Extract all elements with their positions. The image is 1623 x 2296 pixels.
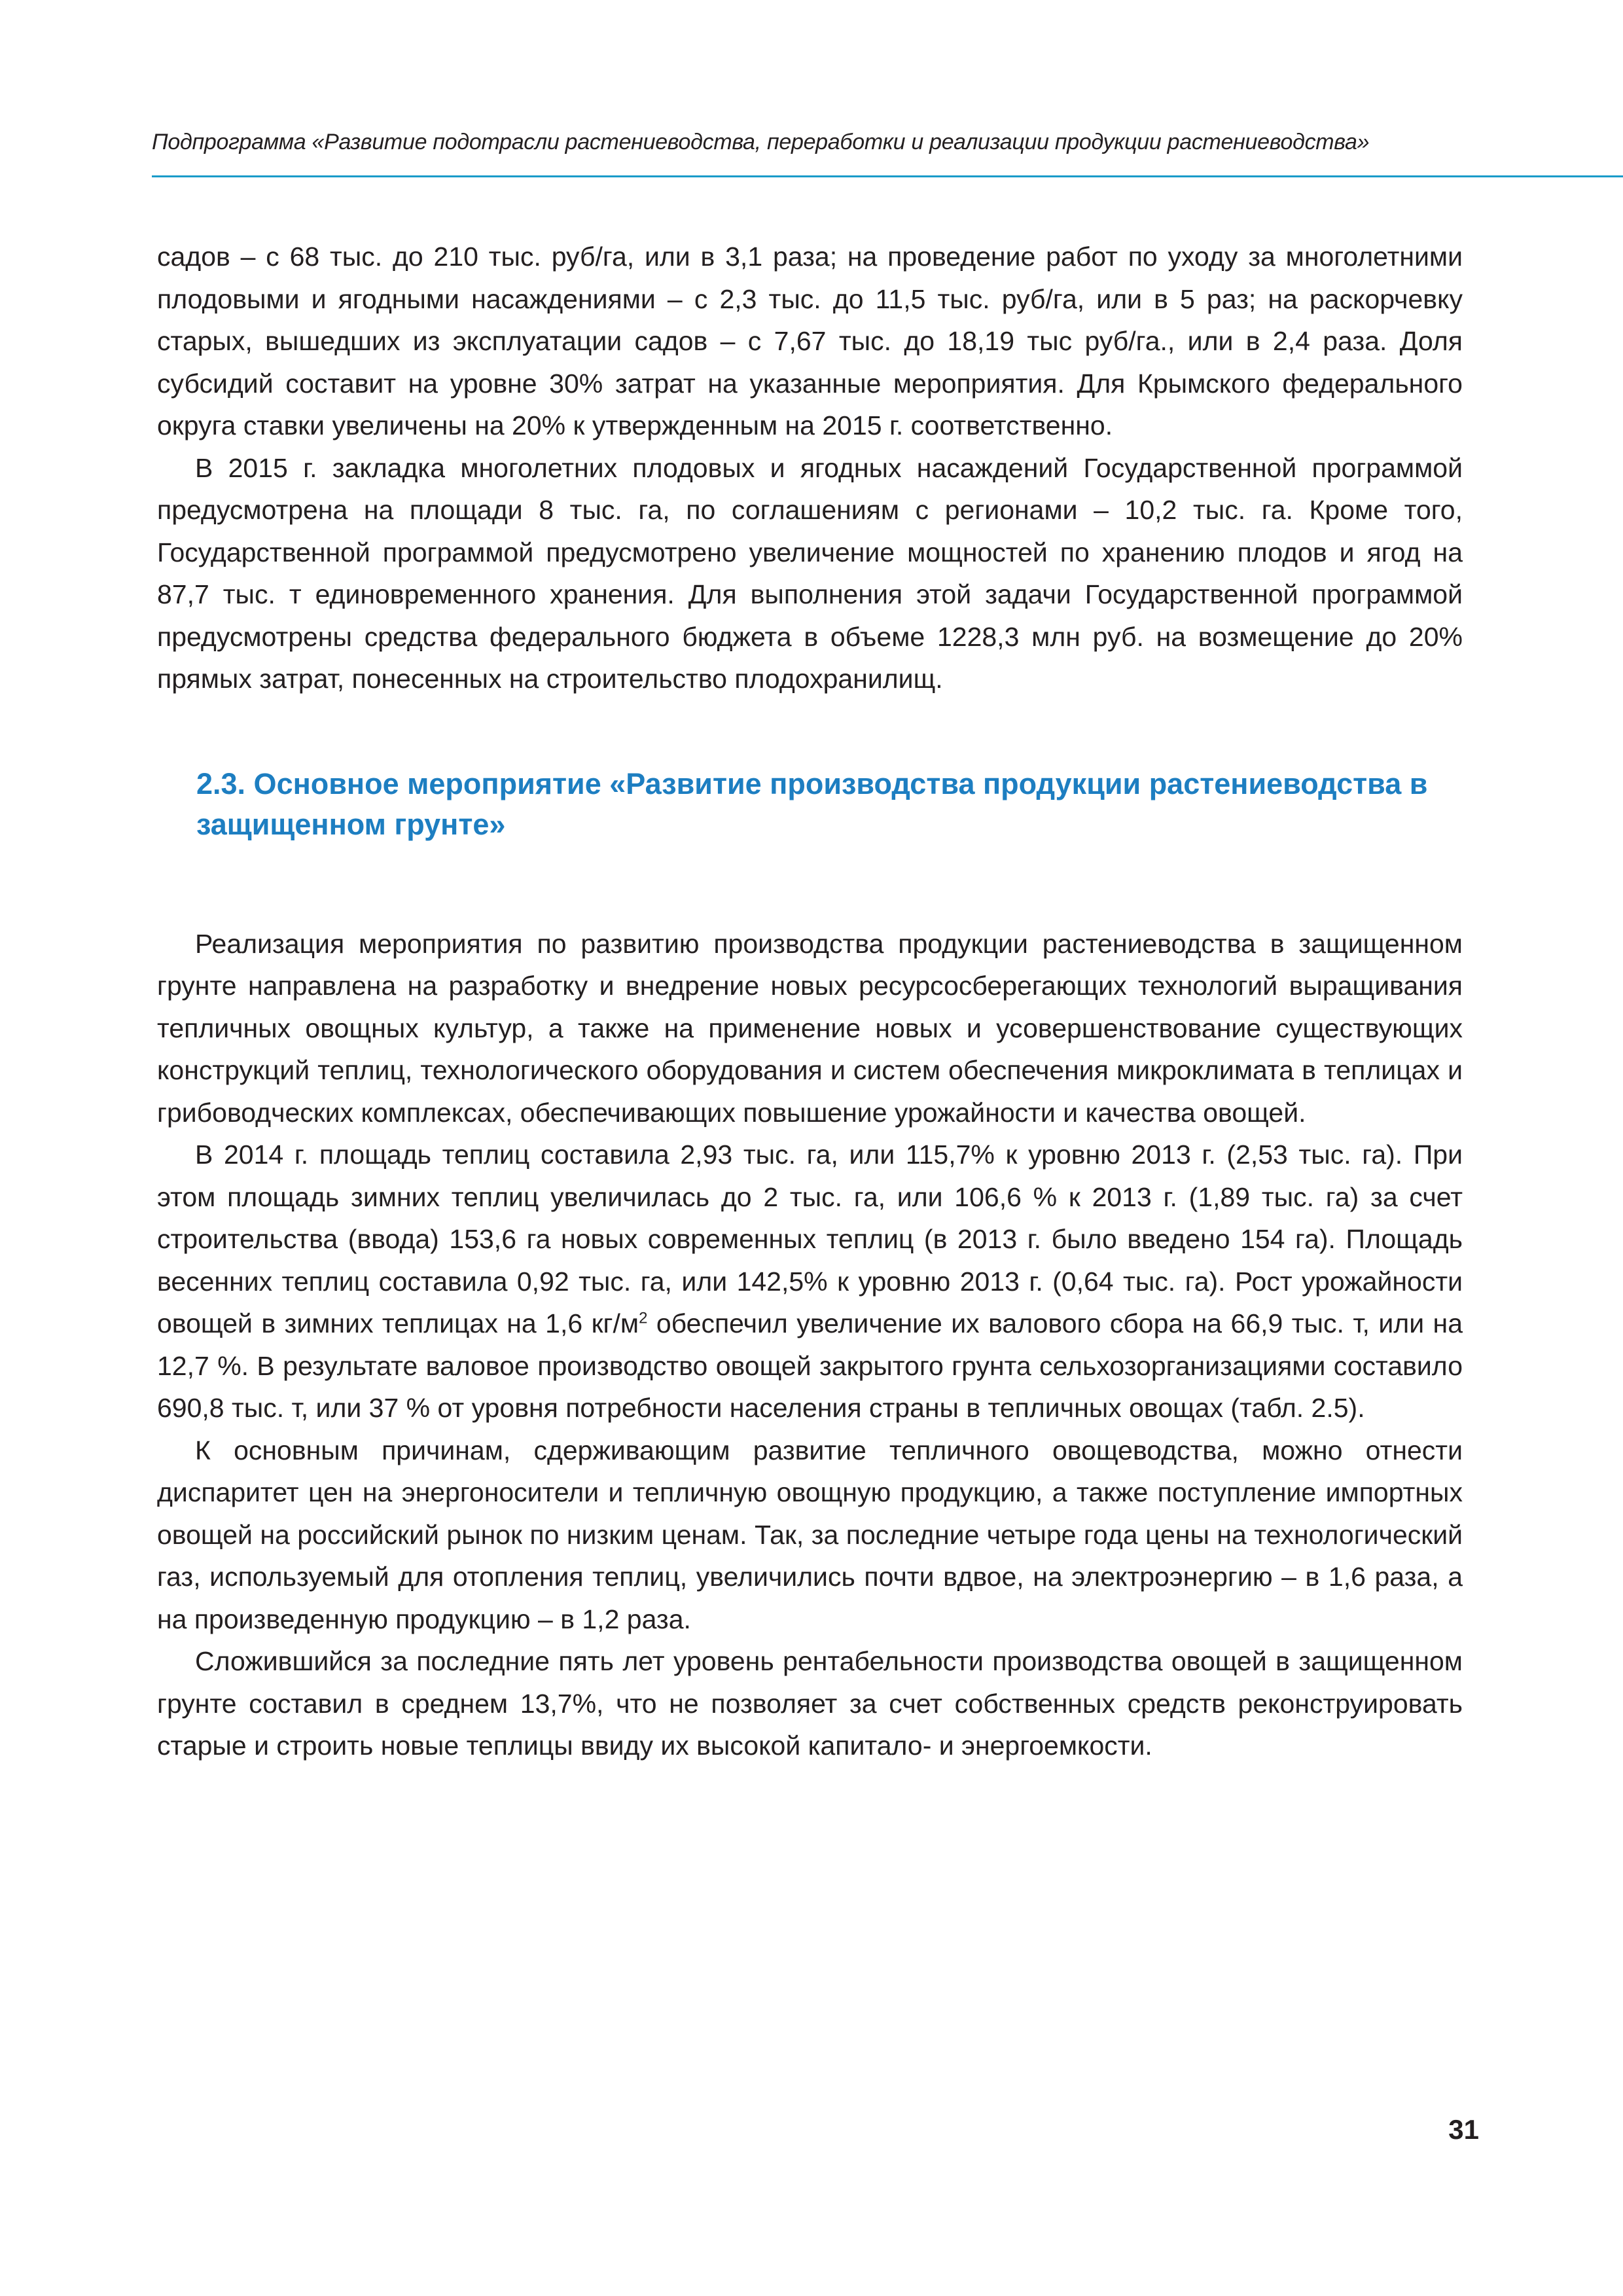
paragraph-2014-text-b: обеспечил увеличение их валового сбора на 66,9 тыс. т, или на 12,7 %. В результате валовое производство овощей закрытого грунта сельхозорганизациями составило 690,8 тыс. т, или 37 % от уровня потребности населения страны в тепличных овощах (табл. 2.5). <box>157 1308 1463 1423</box>
paragraph-profitability: Сложившийся за последние пять лет уровень рентабельности производства овощей в защищенном грунте составил в среднем 13,7%, что не позволяет за счет собственных средств реконструировать старые и строить новые теплицы ввиду их высокой капитало- и энергоемкости. <box>157 1646 1463 1761</box>
paragraph-2015-plantings: В 2015 г. закладка многолетних плодовых и ягодных насаждений Государственной программой предусмотрена на площади 8 тыс. га, по соглашениям с регионами – 10,2 тыс. га. Кроме того, Государственной программой предусмотрено увеличение мощностей по хранению плодов и ягод на 87,7 тыс. т единовременного хранения. Для выполнения этой задачи Государственной программой предусмотрены средства федерального бюджета в объеме 1228,3 млн руб. на возмещение до 20% прямых затрат, понесенных на строительство плодохранилищ. <box>157 452 1463 694</box>
superscript-2: 2 <box>639 1309 648 1327</box>
paragraph-2014-greenhouses <box>157 1134 1463 1429</box>
paragraph-implementation: Реализация мероприятия по развитию производства продукции растениеводства в защищенном грунте направлена на разработку и внедрение новых ресурсосберегающих технологий выращивания тепличных овощных культур, а также на применение новых и усовершенствование существующих конструкций теплиц, технологического оборудования и систем обеспечения микроклимата в теплицах и грибоводческих комплексах, обеспечивающих повышение урожайности и качества овощей. <box>157 928 1463 1128</box>
running-header: Подпрограмма «Развитие подотрасли растениеводства, переработки и реализации продукции растениеводства» <box>152 130 1370 154</box>
paragraph-continuation: садов – с 68 тыс. до 210 тыс. руб/га, или в 3,1 раза; на проведение работ по уходу за многолетними плодовыми и ягодными насаждениями – с 2,3 тыс. до 11,5 тыс. руб/га, или в 5 раз; на раскорчевку старых, вышедших из эксплуатации садов – с 7,67 тыс. до 18,19 тыс руб/га., или в 2,4 раза. Доля субсидий составит на уровне 30% затрат на указанные мероприятия. Для Крымского федерального округа ставки увеличены на 20% к утвержденным на 2015 г. соответственно. <box>157 242 1463 440</box>
section-heading: 2.3. Основное мероприятие «Развитие производства продукции растениеводства в защищенном грунте» <box>196 766 1428 841</box>
paragraph-main-reasons: К основным причинам, сдерживающим развитие тепличного овощеводства, можно отнести диспаритет цен на энергоносители и тепличную овощную продукцию, а также поступление импортных овощей на российский рынок по низким ценам. Так, за последние четыре года цены на технологический газ, используемый для отопления теплиц, увеличились почти вдвое, на электроэнергию – в 1,6 раза, а на произведенную продукцию – в 1,2 раза. <box>157 1435 1463 1634</box>
page-number: 31 <box>1448 2114 1479 2145</box>
paragraph-2014-text-a: В 2014 г. площадь теплиц составила 2,93 тыс. га, или 115,7% к уровню 2013 г. (2,53 тыс. га). При этом площадь зимних теплиц увеличилась до 2 тыс. га, или 106,6 % к 2013 г. (1,89 тыс. га) за счет строительства (ввода) 153,6 га новых современных теплиц (в 2013 г. было введено 154 га). Площадь весенних теплиц составила 0,92 тыс. га, или 142,5% к уровню 2013 г. (0,64 тыс. га). Рост урожайности овощей в зимних теплицах на 1,6 кг/м <box>157 1139 1463 1338</box>
body-text <box>157 236 1463 1767</box>
header-rule <box>152 175 1623 177</box>
